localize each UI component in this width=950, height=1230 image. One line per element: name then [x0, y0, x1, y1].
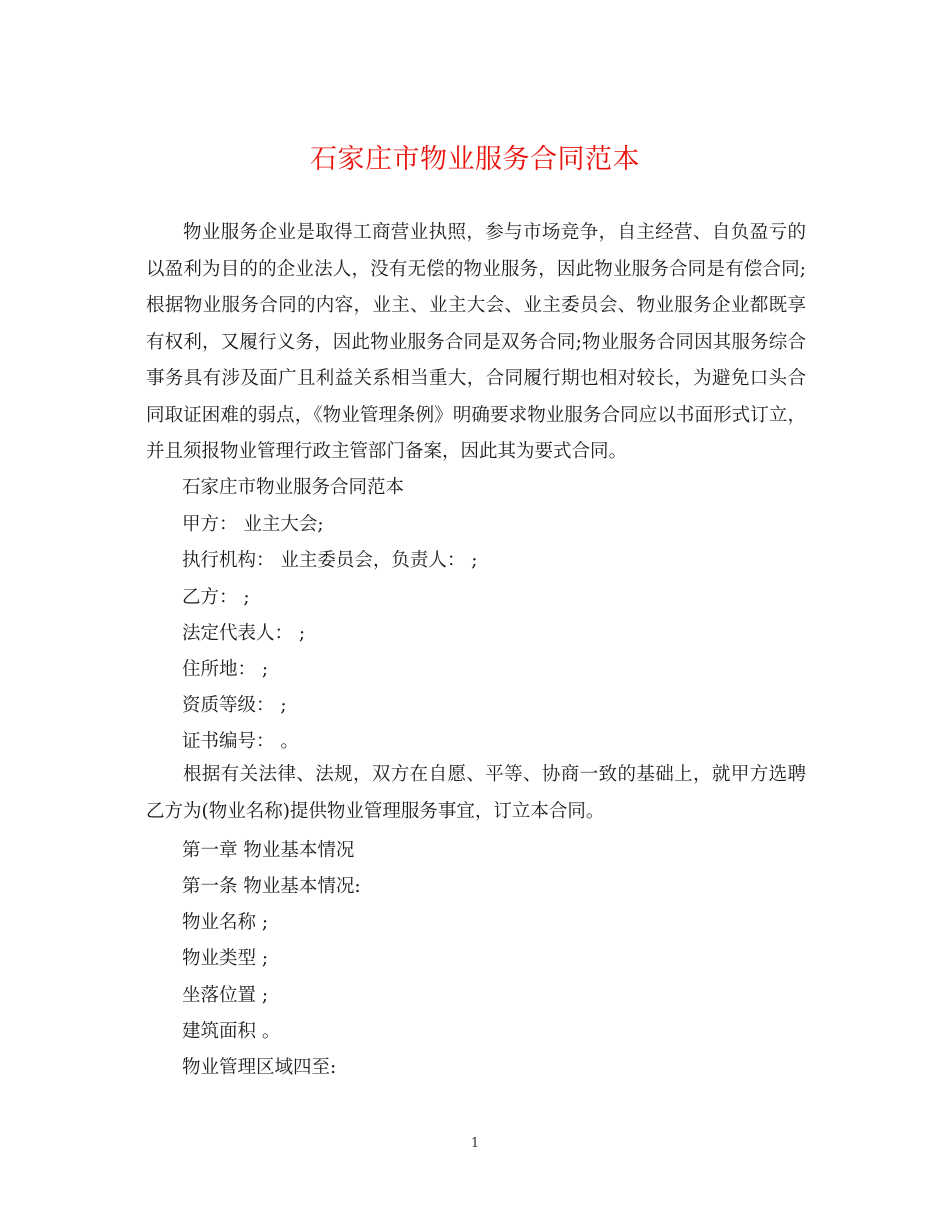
subtitle-line: 石家庄市物业服务合同范本 [182, 477, 405, 498]
address-line: 住所地： ; [182, 659, 269, 680]
qualification-line: 资质等级： ; [182, 695, 287, 716]
page-number: 1 [470, 1136, 480, 1151]
party-a-line: 甲方： 业主大会; [182, 514, 324, 535]
article-heading: 第一条 物业基本情况: [182, 876, 361, 897]
certificate-line: 证书编号： 。 [182, 731, 299, 752]
party-b-line: 乙方： ; [182, 587, 250, 608]
chapter-heading: 第一章 物业基本情况 [182, 840, 355, 861]
document-title: 石家庄市物业服务合同范本 [310, 144, 640, 175]
agency-line: 执行机构： 业主委员会，负责人： ; [182, 550, 478, 571]
basis-paragraph: 根据有关法律、法规，双方在自愿、平等、协商一致的基础上，就甲方选聘乙方为(物业名称)提供物业管理服务事宜，订立本合同。 [146, 764, 806, 822]
intro-paragraph: 物业服务企业是取得工商营业执照，参与市场竞争，自主经营、自负盈亏的以盈利为目的的企业法人，没有无偿的物业服务，因此物业服务合同是有偿合同;根据物业服务合同的内容，业主、业主大会、业主委员会、物业服务企业都既享有权利，又履行义务，因此物业服务合同是双务合同;物业服务合同因其服务综合事务具有涉及面广且利益关系相当重大，合同履行期也相对较长，为避免口头合同取证困难的弱点，《物业管理条例》明确要求物业服务合同应以书面形式订立，并且须报物业管理行政主管部门备案，因此其为要式合同。 [146, 222, 806, 462]
location-line: 坐落位置 ; [182, 985, 269, 1006]
floor-area-line: 建筑面积 。 [182, 1021, 281, 1042]
legal-rep-line: 法定代表人： ; [182, 623, 306, 644]
property-type-line: 物业类型 ; [182, 948, 269, 969]
boundaries-line: 物业管理区域四至: [182, 1057, 337, 1078]
property-name-line: 物业名称 ; [182, 912, 269, 933]
